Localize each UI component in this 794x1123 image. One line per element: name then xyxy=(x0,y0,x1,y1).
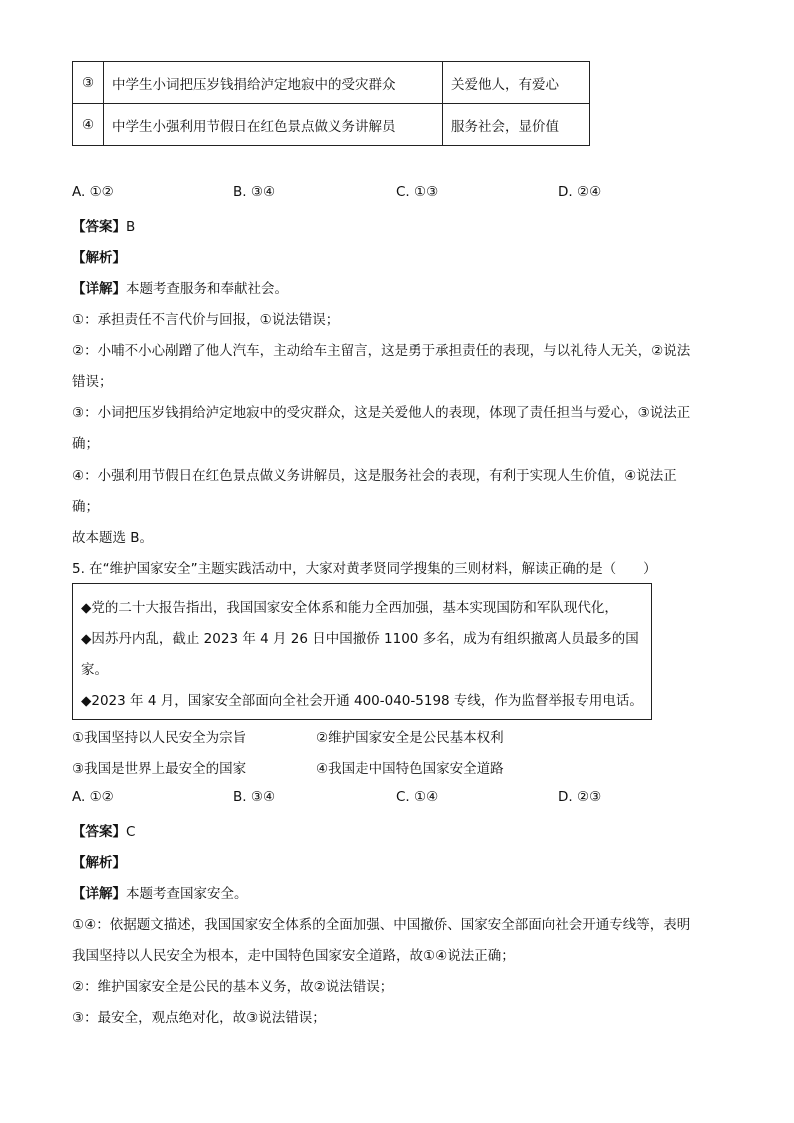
q5-option-b: B. ③④ xyxy=(233,789,276,805)
q5-option-c: C. ①④ xyxy=(396,789,439,805)
table-row xyxy=(73,104,590,146)
q5-analysis-line: ③：最安全，观点绝对化，故③说法错误； xyxy=(72,1010,326,1026)
q4-analysis-line: ③：小词把压岁钱捐给泸定地寂中的受灾群众，这是关爱他人的表现，体现了责任担当与爱心，③说法正 xyxy=(72,405,691,421)
q5-material-box xyxy=(72,583,652,720)
detail-intro: 本题考查服务和奉献社会。 xyxy=(126,281,288,297)
q4-analysis-line: ②：小哺不小心剐蹭了他人汽车，主动给车主留言，这是勇于承担责任的表现，与以礼待人无关，②说法 xyxy=(72,343,691,359)
q5-detail xyxy=(72,882,248,902)
q4-analysis-line: 错误； xyxy=(72,374,113,390)
answer-tag: 【答案】 xyxy=(72,219,126,235)
q4-analysis-tag: 【解析】 xyxy=(72,250,126,266)
q4-option-b: B. ③④ xyxy=(233,184,276,200)
material-line: ◆2023 年 4 月，国家安全部面向全社会开通 400-040-5198 专线，作为监督举报专用电话。 xyxy=(81,693,643,709)
options-table xyxy=(72,61,590,146)
answer-value: B xyxy=(126,219,136,235)
q4-analysis-line: ①：承担责任不言代价与回报，①说法错误； xyxy=(72,312,340,328)
q5-option-a: A. ①② xyxy=(72,789,114,805)
material-line: ◆党的二十大报告指出，我国国家安全体系和能力全西加强，基本实现国防和军队现代化， xyxy=(81,600,618,616)
q4-detail xyxy=(72,277,288,297)
q5-statement: ③我国是世界上最安全的国家 xyxy=(72,761,247,777)
detail-tag: 【详解】 xyxy=(72,886,126,902)
q4-analysis-line: 确； xyxy=(72,436,99,452)
material-line: 家。 xyxy=(81,662,108,678)
row-judgment: 服务社会，显价值 xyxy=(443,104,590,146)
q4-analysis-line: 确； xyxy=(72,499,99,515)
row-content: 中学生小强利用节假日在红色景点做义务讲解员 xyxy=(104,104,443,146)
q5-analysis-tag: 【解析】 xyxy=(72,855,126,871)
answer-tag: 【答案】 xyxy=(72,824,126,840)
q5-statement: ①我国坚持以人民安全为宗旨 xyxy=(72,730,247,746)
material-line: ◆因苏丹内乱，截止 2023 年 4 月 26 日中国撤侨 1100 多名，成为有组织撤离人员最多的国 xyxy=(81,631,639,647)
row-judgment: 关爱他人，有爱心 xyxy=(443,62,590,104)
q5-stem: 5. 在“维护国家安全”主题实践活动中，大家对黄孝贤同学搜集的三则材料，解读正确的是（ ） xyxy=(72,561,657,577)
q5-analysis-line: ②：维护国家安全是公民的基本义务，故②说法错误； xyxy=(72,979,394,995)
table-row xyxy=(73,62,590,104)
row-number: ④ xyxy=(73,104,104,146)
row-number: ③ xyxy=(73,62,104,104)
q5-option-d: D. ②③ xyxy=(558,789,602,805)
q4-option-c: C. ①③ xyxy=(396,184,439,200)
q5-answer xyxy=(72,820,135,840)
q5-statement: ②维护国家安全是公民基本权利 xyxy=(316,730,504,746)
detail-intro: 本题考查国家安全。 xyxy=(126,886,248,902)
q4-option-a: A. ①② xyxy=(72,184,114,200)
detail-tag: 【详解】 xyxy=(72,281,126,297)
q5-analysis-line: ①④：依据题文描述，我国国家安全体系的全面加强、中国撤侨、国家安全部面向社会开通专线等，表明 xyxy=(72,917,691,933)
q4-option-d: D. ②④ xyxy=(558,184,602,200)
q5-statement: ④我国走中国特色国家安全道路 xyxy=(316,761,504,777)
q5-analysis-line: 我国坚持以人民安全为根本，走中国特色国家安全道路，故①④说法正确； xyxy=(72,948,515,964)
row-content: 中学生小词把压岁钱捐给泸定地寂中的受灾群众 xyxy=(104,62,443,104)
q4-answer xyxy=(72,215,135,235)
q4-analysis-line: ④：小强利用节假日在红色景点做义务讲解员，这是服务社会的表现，有利于实现人生价值，④说法正 xyxy=(72,468,677,484)
answer-value: C xyxy=(126,824,136,840)
q4-conclusion: 故本题选 B。 xyxy=(72,530,154,546)
